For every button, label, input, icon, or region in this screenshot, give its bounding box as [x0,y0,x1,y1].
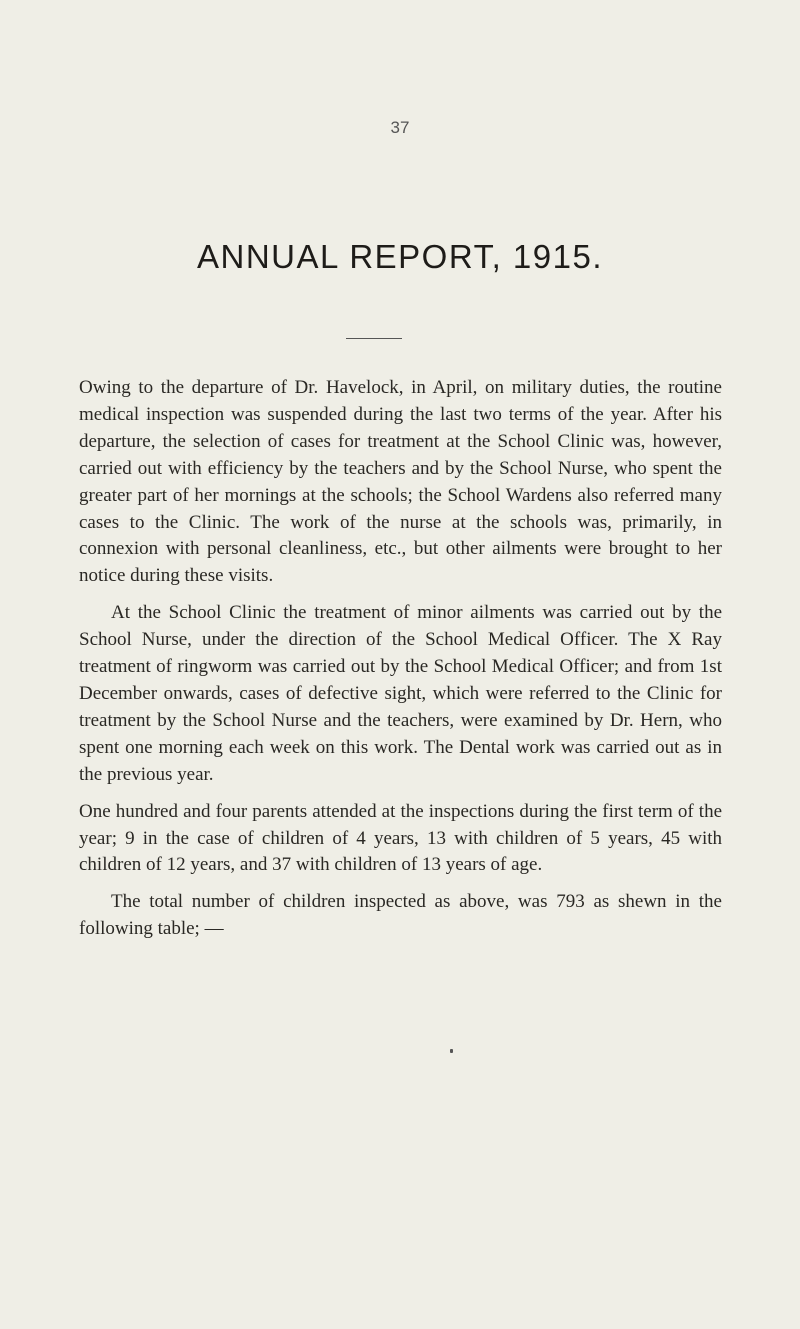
paragraph-total-inspected: The total number of children inspected as above, was 793 as shewn in the following table; — [79,891,722,940]
paragraph-parents-attended: One hundred and four parents attended at the inspections during the first term of the year; 9 in the case of children of 4 years, 13 with children of 5 years, 45 with children of 12 years, and 37 with children of 13 years of age. [79,800,722,876]
page-title: ANNUAL REPORT, 1915. [197,238,603,275]
title-divider [346,338,402,339]
stray-mark [450,1049,453,1053]
report-body [79,375,722,943]
page-number: 37 [390,118,410,137]
paragraph-departure: Owing to the departure of Dr. Havelock, in April, on military duties, the routine medical inspection was suspended during the last two terms of the year. After his departure, the selection of cases for treatment at the School Clinic was, however, carried out with efficiency by the teachers and by the School Nurse, who spent the greater part of her mornings at the schools; the School Wardens also referred many cases to the Clinic. The work of the nurse at the schools was, primarily, in connexion with personal cleanliness, etc., but other ailments were brought to her notice during these visits. [79,377,722,587]
paragraph-clinic-treatment: At the School Clinic the treatment of minor ailments was carried out by the School Nurse, under the direction of the School Medical Officer. The X Ray treatment of ringworm was carried out by the School Medical Officer; and from 1st December onwards, cases of defective sight, which were referred to the Clinic for treatment by the School Nurse and the teachers, were examined by Dr. Hern, who spent one morning each week on this work. The Dental work was carried out as in the previous year. [79,602,722,785]
